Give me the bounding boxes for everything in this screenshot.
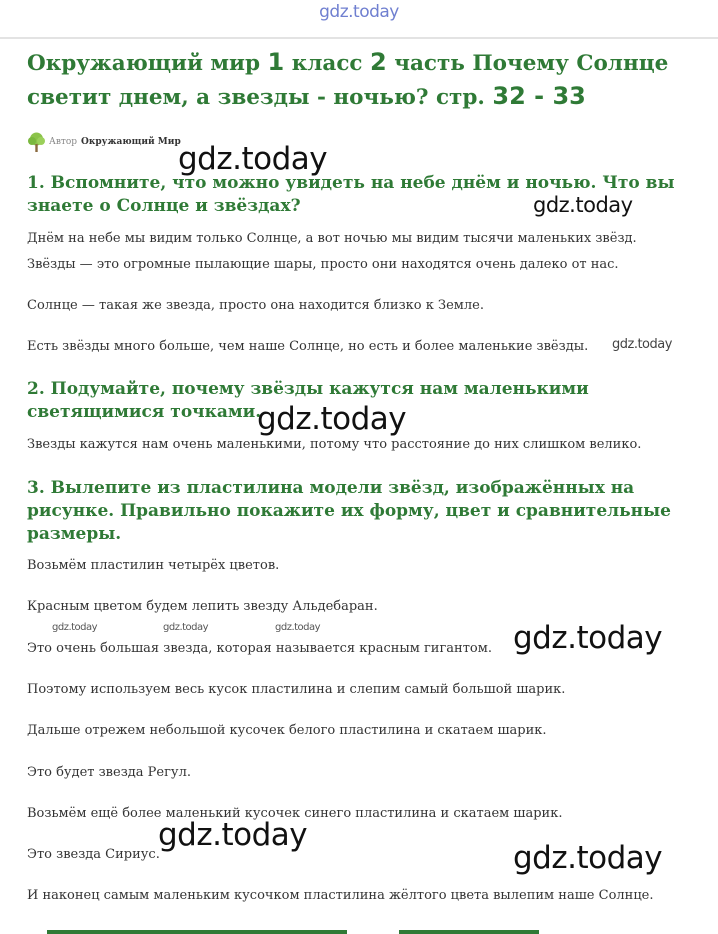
- watermark: gdz.today: [612, 337, 672, 352]
- header-divider: [0, 37, 718, 39]
- answer-paragraph: И наконец самым маленьким кусочком пластилина жёлтого цвета вылепим наше Солнце.: [27, 888, 654, 903]
- watermark: gdz.today: [52, 622, 98, 633]
- answer-paragraph: Есть звёзды много больше, чем наше Солнце, но есть и более маленькие звёзды.: [27, 339, 589, 354]
- page-title: Окружающий мир 1 класс 2 часть Почему Солнце светит днем, а звезды - ночью? стр. 32 - 33: [27, 48, 669, 110]
- answer-paragraph: Возьмём ещё более маленький кусочек синего пластилина и скатаем шарик.: [27, 806, 563, 821]
- answer-paragraph: Звезды кажутся нам очень маленькими, потому что расстояние до них слишком велико.: [27, 437, 642, 452]
- author-name[interactable]: Окружающий Мир: [81, 137, 181, 147]
- watermark: gdz.today: [513, 620, 663, 656]
- watermark: gdz.today: [158, 817, 308, 853]
- answer-paragraph: Это будет звезда Регул.: [27, 765, 191, 780]
- watermark: gdz.today: [513, 840, 663, 876]
- answer-paragraph: Это очень большая звезда, которая называется красным гигантом.: [27, 641, 492, 656]
- answer-paragraph: Это звезда Сириус.: [27, 847, 160, 862]
- watermark: gdz.today: [257, 401, 407, 437]
- answer-paragraph: Звёзды — это огромные пылающие шары, просто они находятся очень далеко от нас.: [27, 257, 619, 272]
- answer-paragraph: Дальше отрежем небольшой кусочек белого пластилина и скатаем шарик.: [27, 723, 547, 738]
- site-logo[interactable]: gdz.today: [319, 2, 399, 22]
- watermark: gdz.today: [163, 622, 209, 633]
- author-label: Автор: [49, 137, 78, 147]
- answer-paragraph: Возьмём пластилин четырёх цветов.: [27, 558, 280, 573]
- answer-paragraph: Солнце — такая же звезда, просто она находится близко к Земле.: [27, 298, 484, 313]
- question-heading: 3. Вылепите из пластилина модели звёзд, изображённых на рисунке. Правильно покажите их форму, цвет и сравнительные размеры.: [27, 478, 671, 544]
- answer-paragraph: Красным цветом будем лепить звезду Альдебаран.: [27, 599, 378, 614]
- watermark: gdz.today: [533, 193, 633, 217]
- tree-icon: [27, 132, 46, 153]
- question-heading: 2. Подумайте, почему звёзды кажутся нам маленькими светящимися точками.: [27, 379, 589, 422]
- question-heading: 1. Вспомните, что можно увидеть на небе днём и ночью. Что вы знаете о Солнце и звёздах?: [27, 173, 675, 216]
- answer-paragraph: Днём на небе мы видим только Солнце, а вот ночью мы видим тысячи маленьких звёзд.: [27, 231, 637, 246]
- watermark: gdz.today: [178, 141, 328, 177]
- answer-paragraph: Поэтому используем весь кусок пластилина и слепим самый большой шарик.: [27, 682, 566, 697]
- watermark: gdz.today: [275, 622, 321, 633]
- next-heading-cut: [47, 924, 667, 934]
- author-line: [27, 131, 181, 153]
